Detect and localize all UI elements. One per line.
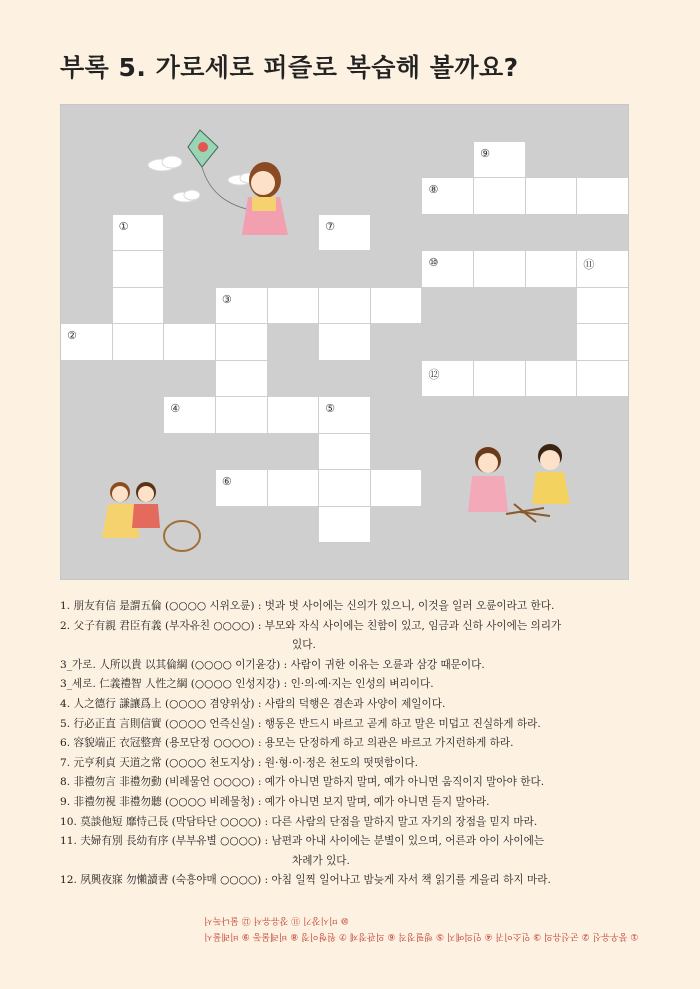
blank-cell xyxy=(268,142,319,178)
blank-cell xyxy=(371,178,422,214)
blank-cell xyxy=(422,397,473,433)
answer-cell[interactable] xyxy=(319,324,370,360)
blank-cell xyxy=(422,543,473,579)
blank-cell xyxy=(164,251,215,287)
clue-item xyxy=(60,773,660,793)
blank-cell xyxy=(61,178,112,214)
blank-cell xyxy=(164,543,215,579)
clue-number: ⑤ xyxy=(325,402,336,416)
blank-cell xyxy=(268,215,319,251)
blank-cell xyxy=(577,142,628,178)
blank-cell xyxy=(526,470,577,506)
blank-cell xyxy=(164,361,215,397)
blank-cell xyxy=(216,105,267,141)
answer-cell[interactable] xyxy=(474,361,525,397)
blank-cell xyxy=(61,434,112,470)
blank-cell xyxy=(268,507,319,543)
answer-cell[interactable] xyxy=(319,507,370,543)
answer-key-line-2: ① 붕우유신 ② 군신유의 ③ 인소이귀 ④ 인의예지 ⑤ 행필정직 ⑥ 의관정제 ⑦ 원형이정 ⑧ 비례물동 ⑨ 비례물시 xyxy=(203,931,638,941)
blank-cell xyxy=(164,142,215,178)
blank-cell xyxy=(371,507,422,543)
blank-cell xyxy=(371,215,422,251)
clue-item xyxy=(60,754,660,774)
clue-number: ④ xyxy=(170,402,181,416)
answer-cell[interactable] xyxy=(577,251,628,287)
answer-cell[interactable] xyxy=(319,470,370,506)
answer-cell[interactable] xyxy=(113,215,164,251)
clue-item xyxy=(60,813,660,833)
blank-cell xyxy=(61,105,112,141)
blank-cell xyxy=(474,470,525,506)
page-title: 부록 5. 가로세로 퍼즐로 복습해 볼까요? xyxy=(60,53,519,82)
blank-cell xyxy=(371,105,422,141)
blank-cell xyxy=(577,543,628,579)
answer-cell[interactable] xyxy=(577,288,628,324)
answer-cell[interactable] xyxy=(319,215,370,251)
clue-text: 7. 元亨利貞 天道之常 (○○○○ 천도지상) : 원·형·이·정은 천도의 떳떳함이다. xyxy=(60,756,419,769)
clue-text: 4. 人之德行 謙讓爲上 (○○○○ 겸양위상) : 사람의 덕행은 겸손과 사양이 제일이다. xyxy=(60,697,446,710)
answer-cell[interactable] xyxy=(113,251,164,287)
clue-text: 5. 行必正直 言則信實 (○○○○ 언즉신실) : 행동은 반드시 바르고 곧게 하고 말은 미덥고 진실하게 하라. xyxy=(60,717,541,730)
blank-cell xyxy=(371,434,422,470)
blank-cell xyxy=(216,142,267,178)
answer-cell[interactable] xyxy=(164,324,215,360)
clue-number: ⑫ xyxy=(428,367,440,381)
answer-cell[interactable] xyxy=(422,251,473,287)
blank-cell xyxy=(526,142,577,178)
blank-cell xyxy=(577,434,628,470)
answer-cell[interactable] xyxy=(216,470,267,506)
answer-cell[interactable] xyxy=(268,288,319,324)
blank-cell xyxy=(113,142,164,178)
answer-cell[interactable] xyxy=(268,397,319,433)
blank-cell xyxy=(474,105,525,141)
blank-cell xyxy=(61,251,112,287)
blank-cell xyxy=(422,470,473,506)
blank-cell xyxy=(216,215,267,251)
blank-cell xyxy=(526,397,577,433)
answer-cell[interactable] xyxy=(577,361,628,397)
blank-cell xyxy=(577,470,628,506)
blank-cell xyxy=(526,434,577,470)
blank-cell xyxy=(526,543,577,579)
blank-cell xyxy=(268,434,319,470)
clue-continuation: 차례가 있다. xyxy=(292,854,350,867)
clue-item xyxy=(60,675,660,695)
answer-cell[interactable] xyxy=(371,470,422,506)
blank-cell xyxy=(526,288,577,324)
answer-cell[interactable] xyxy=(371,288,422,324)
clue-text: 6. 容貌端正 衣冠整齊 (용모단정 ○○○○) : 용모는 단정하게 하고 의관은 바르고 가지런하게 하라. xyxy=(60,737,514,750)
blank-cell xyxy=(268,178,319,214)
blank-cell xyxy=(371,251,422,287)
blank-cell xyxy=(61,470,112,506)
blank-cell xyxy=(113,543,164,579)
clue-item xyxy=(60,832,660,871)
blank-cell xyxy=(526,324,577,360)
blank-cell xyxy=(216,543,267,579)
blank-cell xyxy=(113,397,164,433)
blank-cell xyxy=(422,507,473,543)
blank-cell xyxy=(371,142,422,178)
clue-text: 2. 父子有親 君臣有義 (부자유친 ○○○○) : 부모와 자식 사이에는 친함이 있고, 임금과 신하 사이에는 의리가 xyxy=(60,619,562,632)
clue-item xyxy=(60,656,660,676)
blank-cell xyxy=(577,507,628,543)
blank-cell xyxy=(422,288,473,324)
blank-cell xyxy=(422,215,473,251)
clue-item xyxy=(60,597,660,617)
blank-cell xyxy=(164,507,215,543)
blank-cell xyxy=(526,507,577,543)
blank-cell xyxy=(577,215,628,251)
clue-item xyxy=(60,695,660,715)
clue-text: 3_세로. 仁義禮智 人性之綱 (○○○○ 인성지강) : 인·의·예·지는 인성의 벼리이다. xyxy=(60,678,434,691)
blank-cell xyxy=(113,105,164,141)
blank-cell xyxy=(216,178,267,214)
blank-cell xyxy=(61,288,112,324)
clue-number: ⑦ xyxy=(325,219,336,233)
answer-cell[interactable] xyxy=(268,470,319,506)
answer-cell[interactable] xyxy=(474,178,525,214)
answer-key-line-1: ⑩ 미시장기 ⑪ 장유유서 ⑫ 물나독서 xyxy=(203,915,349,925)
answer-cell[interactable] xyxy=(474,251,525,287)
blank-cell xyxy=(61,543,112,579)
answer-cell[interactable] xyxy=(216,324,267,360)
clue-number: ⑩ xyxy=(428,256,439,270)
clue-item xyxy=(60,793,660,813)
blank-cell xyxy=(113,434,164,470)
clue-item xyxy=(60,734,660,754)
blank-cell xyxy=(577,397,628,433)
clue-text: 1. 朋友有信 是謂五倫 (○○○○ 시위오륜) : 벗과 벗 사이에는 신의가 있으니, 이것을 일러 오륜이라고 한다. xyxy=(60,600,555,612)
blank-cell xyxy=(268,105,319,141)
blank-cell xyxy=(422,324,473,360)
clue-number: ⑨ xyxy=(480,146,490,160)
blank-cell xyxy=(164,470,215,506)
blank-cell xyxy=(474,215,525,251)
blank-cell xyxy=(371,543,422,579)
blank-cell xyxy=(216,434,267,470)
blank-cell xyxy=(216,507,267,543)
blank-cell xyxy=(319,361,370,397)
clue-text: 8. 非禮勿言 非禮勿動 (비례물언 ○○○○) : 예가 아니면 말하지 말며, 예가 아니면 움직이지 말아야 한다. xyxy=(60,776,545,789)
answer-cell[interactable] xyxy=(474,142,525,178)
answer-cell[interactable] xyxy=(216,397,267,433)
blank-cell xyxy=(113,470,164,506)
answer-cell[interactable] xyxy=(164,397,215,433)
clue-number: ⑥ xyxy=(221,475,232,489)
blank-cell xyxy=(422,142,473,178)
clue-text: 10. 莫談他短 靡恃己長 (막담타단 ○○○○) : 다른 사람의 단점을 말하지 말고 자기의 장점을 믿지 마라. xyxy=(60,815,538,828)
clue-list xyxy=(60,597,660,891)
blank-cell xyxy=(216,251,267,287)
blank-cell xyxy=(113,507,164,543)
blank-cell xyxy=(61,397,112,433)
answer-cell[interactable] xyxy=(113,288,164,324)
blank-cell xyxy=(474,324,525,360)
blank-cell xyxy=(474,507,525,543)
answer-cell[interactable] xyxy=(526,361,577,397)
answer-cell[interactable] xyxy=(526,178,577,214)
blank-cell xyxy=(474,543,525,579)
answer-key xyxy=(204,912,638,944)
blank-cell xyxy=(61,215,112,251)
answer-cell[interactable] xyxy=(216,288,267,324)
answer-cell[interactable] xyxy=(61,324,112,360)
blank-cell xyxy=(422,105,473,141)
clue-number: ⑧ xyxy=(428,183,439,197)
clue-text: 3_가로. 人所以貴 以其倫綱 (○○○○ 이기윤강) : 사람이 귀한 이유는 오륜과 삼강 때문이다. xyxy=(60,658,485,671)
blank-cell xyxy=(577,105,628,141)
clue-text: 9. 非禮勿視 非禮勿聽 (○○○○ 비례물청) : 예가 아니면 보지 말며, 예가 아니면 듣지 말아라. xyxy=(60,795,490,808)
clue-number: ⑪ xyxy=(583,258,595,272)
clue-item xyxy=(60,871,660,891)
clue-number: ③ xyxy=(221,292,232,306)
blank-cell xyxy=(371,361,422,397)
blank-cell xyxy=(61,507,112,543)
blank-cell xyxy=(319,178,370,214)
crossword-grid xyxy=(60,104,629,580)
blank-cell xyxy=(268,324,319,360)
answer-cell[interactable] xyxy=(113,324,164,360)
blank-cell xyxy=(268,361,319,397)
blank-cell xyxy=(164,178,215,214)
answer-cell[interactable] xyxy=(319,434,370,470)
clue-continuation: 있다. xyxy=(292,639,316,652)
clue-item xyxy=(60,617,660,656)
answer-cell[interactable] xyxy=(319,288,370,324)
blank-cell xyxy=(526,105,577,141)
blank-cell xyxy=(164,215,215,251)
blank-cell xyxy=(474,397,525,433)
clue-number: ② xyxy=(67,329,77,343)
answer-cell[interactable] xyxy=(319,397,370,433)
blank-cell xyxy=(319,251,370,287)
answer-cell[interactable] xyxy=(216,361,267,397)
blank-cell xyxy=(61,142,112,178)
answer-cell[interactable] xyxy=(577,324,628,360)
clue-number: ① xyxy=(118,219,129,233)
answer-cell[interactable] xyxy=(526,251,577,287)
blank-cell xyxy=(319,105,370,141)
answer-cell[interactable] xyxy=(422,361,473,397)
blank-cell xyxy=(319,543,370,579)
answer-cell[interactable] xyxy=(577,178,628,214)
blank-cell xyxy=(164,434,215,470)
blank-cell xyxy=(371,324,422,360)
blank-cell xyxy=(164,105,215,141)
blank-cell xyxy=(319,142,370,178)
blank-cell xyxy=(268,251,319,287)
clue-item xyxy=(60,715,660,735)
blank-cell xyxy=(474,288,525,324)
blank-cell xyxy=(164,288,215,324)
blank-cell xyxy=(113,178,164,214)
blank-cell xyxy=(526,215,577,251)
blank-cell xyxy=(474,434,525,470)
blank-cell xyxy=(422,434,473,470)
clue-text: 12. 夙興夜寐 勿懶讀書 (숙흥야매 ○○○○) : 아침 일찍 일어나고 밤늦게 자서 책 읽기를 게을리 하지 마라. xyxy=(60,874,551,887)
answer-cell[interactable] xyxy=(422,178,473,214)
blank-cell xyxy=(61,361,112,397)
clue-text: 11. 夫婦有別 長幼有序 (부부유별 ○○○○) : 남편과 아내 사이에는 분별이 있으며, 어른과 아이 사이에는 xyxy=(60,835,545,848)
blank-cell xyxy=(268,543,319,579)
blank-cell xyxy=(113,361,164,397)
blank-cell xyxy=(371,397,422,433)
